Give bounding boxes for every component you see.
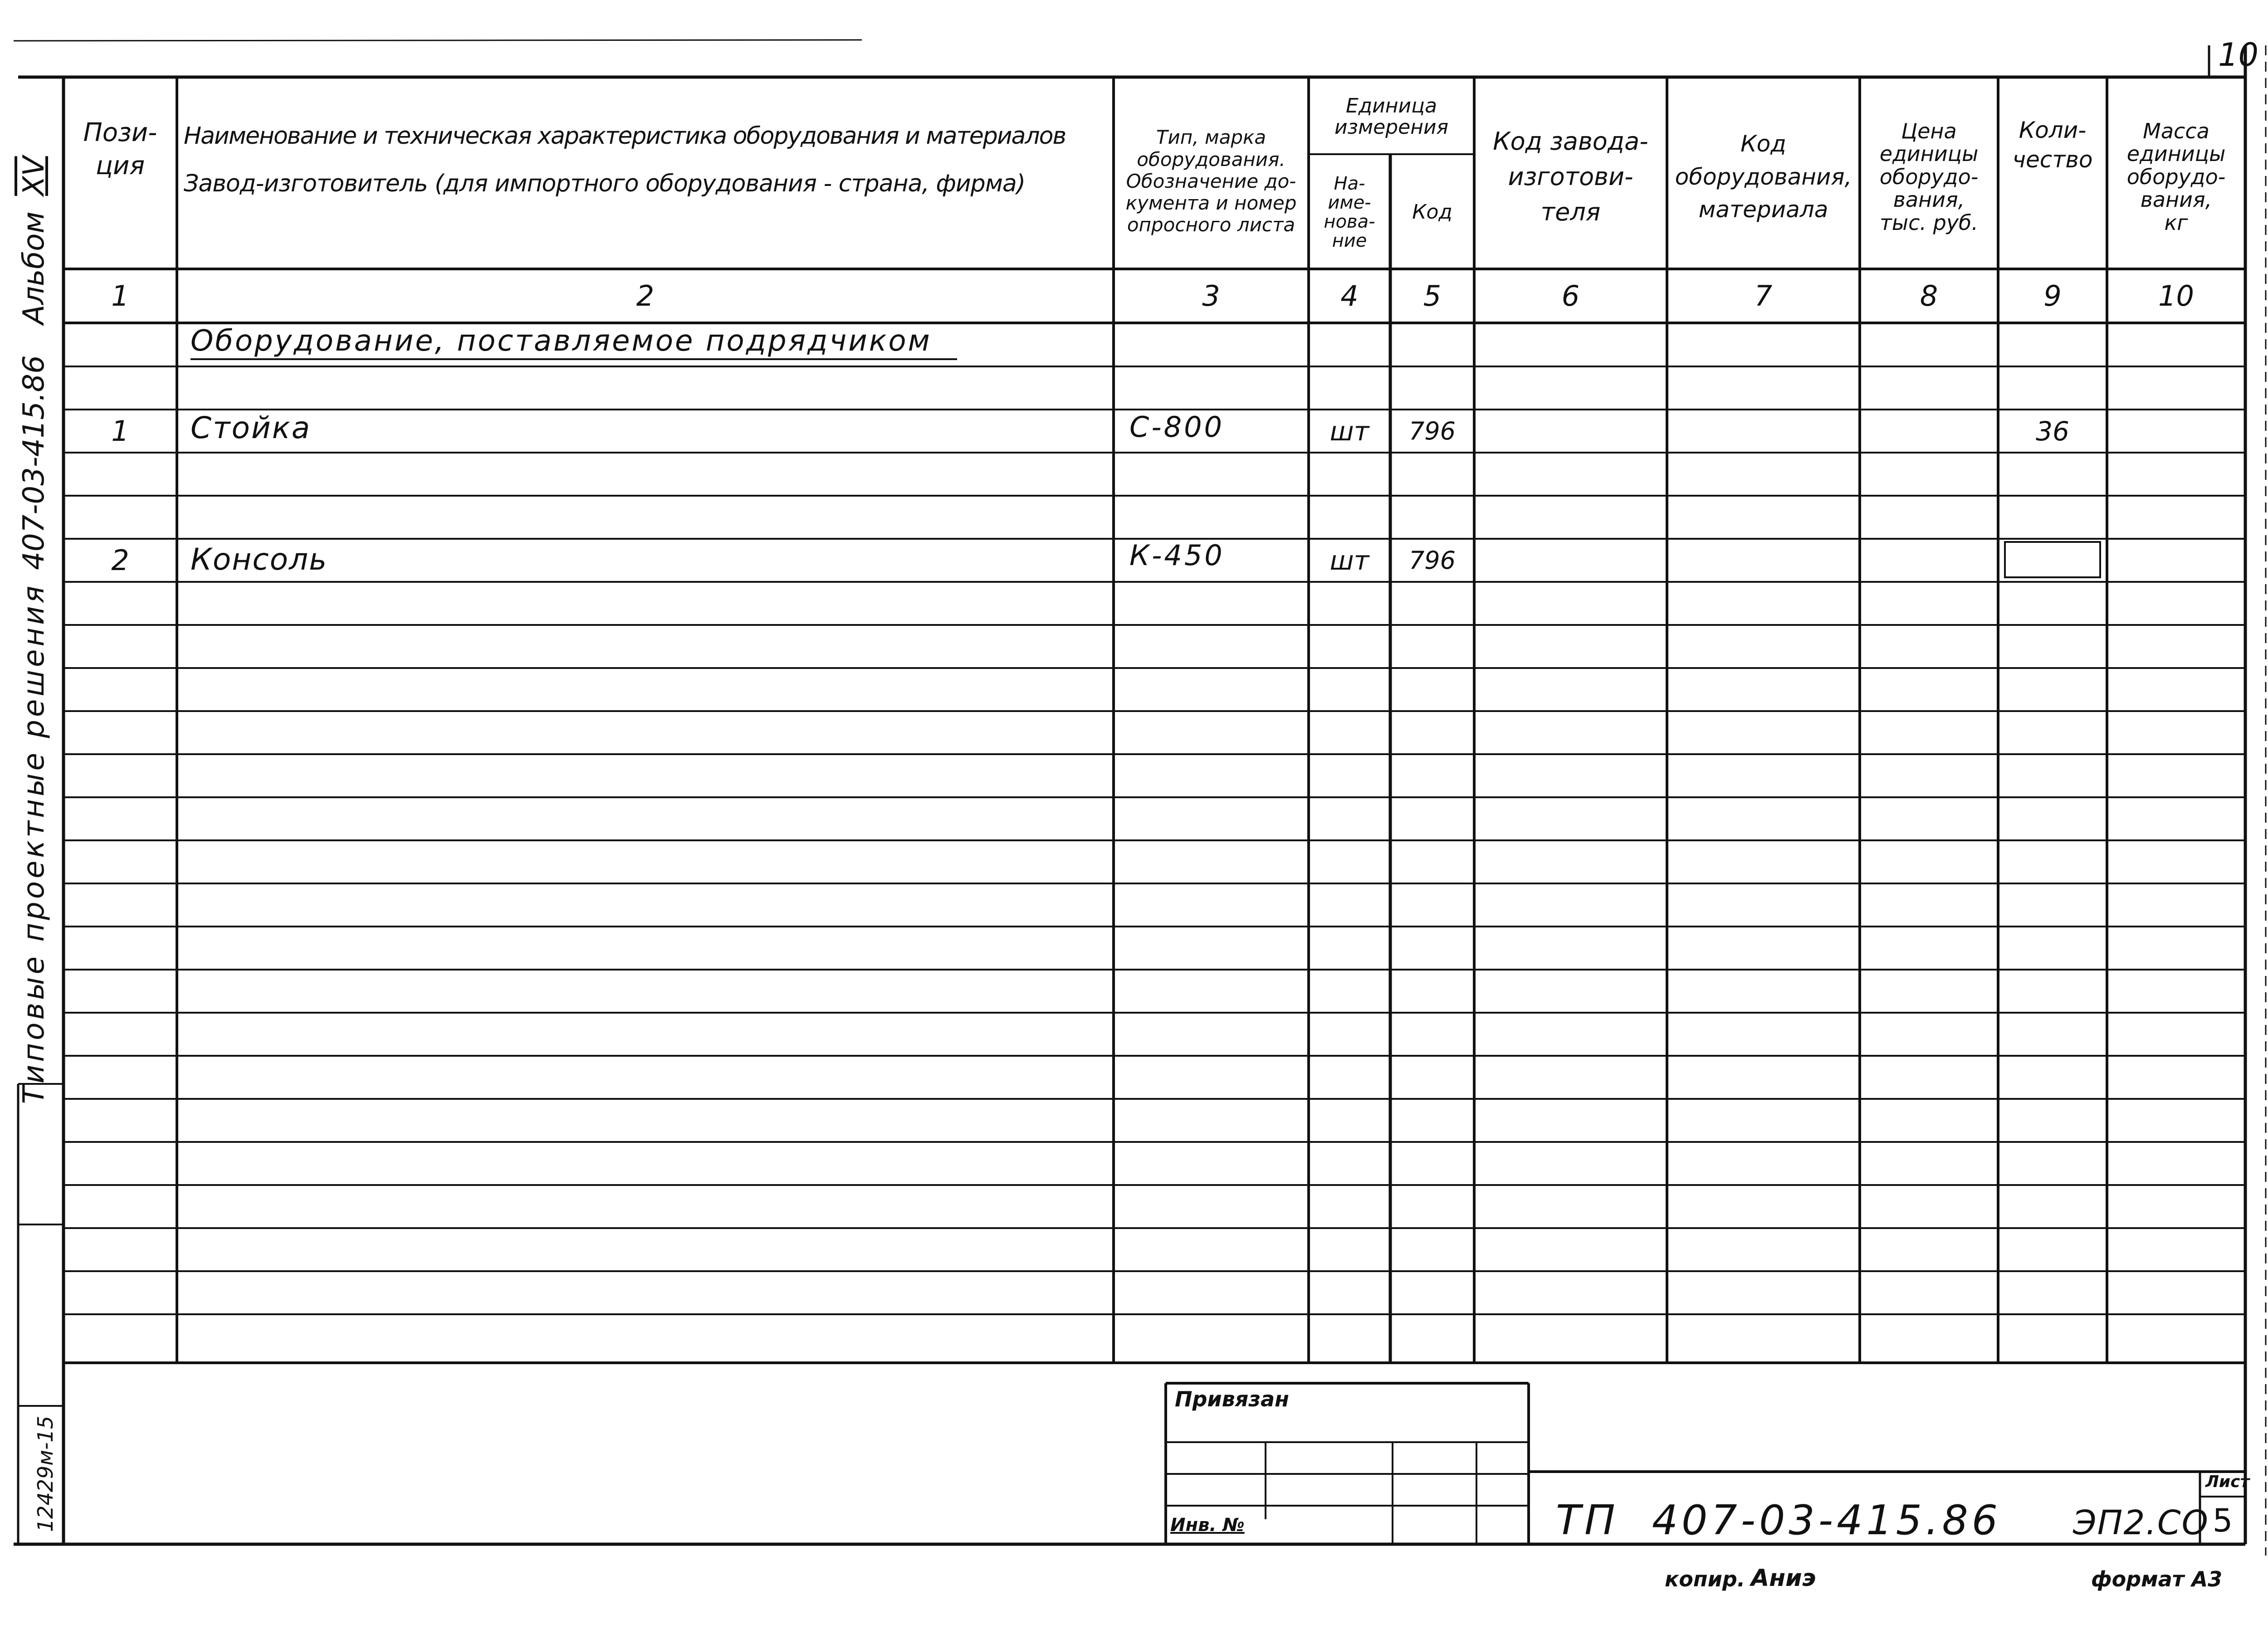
row-quantity (1998, 539, 2107, 582)
sheet-label: Лист (2205, 1473, 2250, 1491)
row-position: 1 (111, 415, 129, 448)
header-quantity: Коли- чество (2012, 117, 2093, 173)
side-album-label (17, 156, 51, 324)
header-position: Пози- ция (83, 118, 157, 180)
header-name-line2: Завод-изготовитель (для импортного оборудования - страна, фирма) (184, 170, 1026, 197)
column-number-6: 6 (1561, 279, 1580, 312)
row-type: С-800 (1129, 410, 1225, 444)
row-name: Консоль (191, 542, 328, 577)
header-name-line1: Наименование и техническая характеристика оборудования и материалов (184, 122, 1066, 150)
column-number-9: 9 (2043, 279, 2062, 312)
side-inventory-number: 12429м-15 (33, 1415, 58, 1532)
sheet-code: ЭП2.СО (2073, 1503, 2209, 1542)
document-code: ТП 407-03-415.86 (1556, 1497, 2002, 1544)
column-number-5: 5 (1423, 279, 1442, 312)
header-unit-code: Код (1412, 200, 1452, 224)
row-name: Стойка (191, 410, 312, 445)
copied-by: Аниэ (1751, 1565, 1816, 1592)
row-unit: шт (1330, 415, 1369, 447)
album-label: Альбом (17, 211, 51, 325)
column-number-3: 3 (1202, 279, 1220, 312)
row-position: 2 (111, 544, 129, 577)
header-equipment-code: Код оборудования, материала (1675, 131, 1852, 223)
header-unit-group: Единица измерения (1334, 94, 1449, 139)
header-mass: Масса единицы оборудо- вания, кг (2126, 118, 2226, 235)
page-number: 10 (2218, 36, 2259, 73)
column-number-4: 4 (1340, 279, 1359, 312)
row-unit: шт (1330, 545, 1369, 576)
section-title: Оборудование, поставляемое подрядчиком (191, 324, 932, 358)
sheet-number: 5 (2212, 1502, 2233, 1539)
column-number-1: 1 (111, 279, 129, 312)
column-number-2: 2 (636, 279, 655, 312)
format-label: формат А3 (2091, 1567, 2223, 1591)
row-code: 796 (1408, 417, 1456, 445)
header-unit-name: На- име- нова- ние (1324, 173, 1375, 251)
album-number: XV (17, 156, 51, 196)
row-type: К-450 (1129, 539, 1225, 572)
header-factory-code: Код завода- изготови- теля (1493, 127, 1648, 227)
copied-label: копир. (1665, 1567, 1745, 1591)
inventory-label: Инв. № (1170, 1515, 1245, 1536)
attached-label: Привязан (1175, 1387, 1289, 1411)
column-number-10: 10 (2158, 279, 2194, 312)
column-number-8: 8 (1920, 279, 1938, 312)
side-collection-text: Типовые проектные решения (17, 583, 51, 1104)
column-number-7: 7 (1754, 279, 1773, 312)
row-code: 796 (1408, 546, 1456, 575)
side-series-text: 407-03-415.86 (17, 355, 51, 570)
header-price: Цена единицы оборудо- вания, тыс. руб. (1879, 118, 1979, 235)
row-quantity: 36 (2036, 415, 2069, 447)
header-type: Тип, марка оборудования. Обозначение до- кумента и номер опросного листа (1125, 126, 1297, 236)
